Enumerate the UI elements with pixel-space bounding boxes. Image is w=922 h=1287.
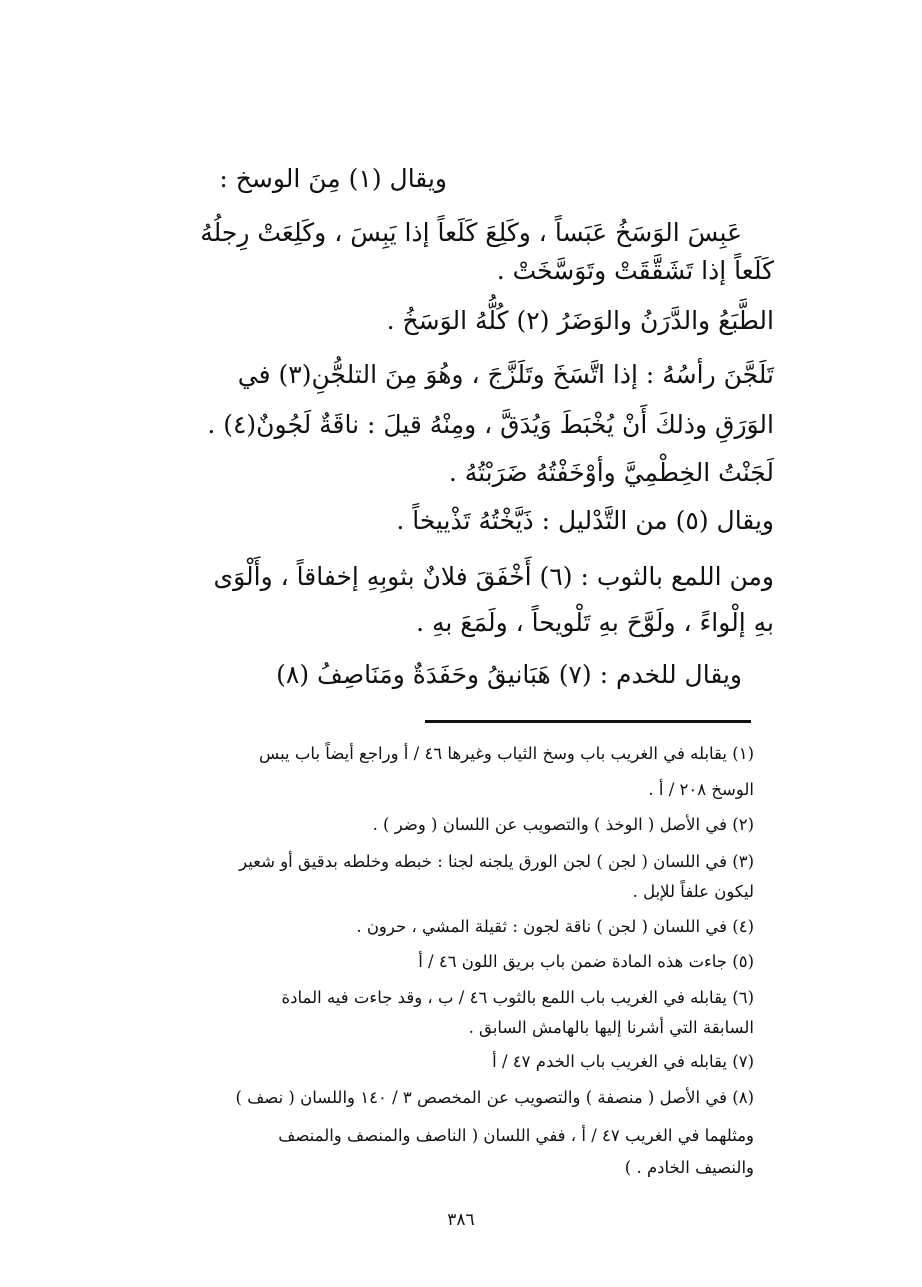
footnote-line: السابقة التي أشرنا إليها بالهامش السابق . bbox=[468, 1018, 754, 1037]
footnote-line: (٤) في اللسان ( لجن ) ناقة لجون : ثقيلة المشي ، حرون . bbox=[356, 917, 754, 936]
body-line: ومن اللمع بالثوب : (٦) أَخْفَقَ فلانٌ بثوبِهِ إخفاقاً ، وأَلْوَى bbox=[213, 562, 774, 591]
footnote-line: (١) يقابله في الغريب باب وسخ الثياب وغيرها ٤٦ / أ وراجع أيضاً باب يبس bbox=[259, 744, 754, 763]
body-line: الطَّبَعُ والدَّرَنُ والوَضَرُ (٢) كُلُّهُ الوَسَخُ . bbox=[386, 306, 774, 335]
footnote-line: (٧) يقابله في الغريب باب الخدم ٤٧ / أ bbox=[492, 1052, 754, 1071]
footnote-separator bbox=[425, 720, 751, 723]
body-line: ويقال (٥) من التَّدْليل : ذَيَّخْتُهُ تَذْييخاً . bbox=[396, 506, 774, 535]
footnote-line: الوسخ ٢٠٨ / أ . bbox=[648, 780, 754, 799]
footnote-line: (٨) في الأصل ( منصفة ) والتصويب عن المخصص ٣ / ١٤٠ واللسان ( نصف ) bbox=[235, 1088, 754, 1107]
body-line: عَبِسَ الوَسَخُ عَبَساً ، وكَلِعَ كَلَعاً إذا يَبِسَ ، وكَلِعَتْ رِجلُهُ bbox=[200, 218, 742, 247]
footnote-line: (٢) في الأصل ( الوخذ ) والتصويب عن اللسان ( وضر ) . bbox=[372, 815, 754, 834]
page-number: ٣٨٦ bbox=[447, 1210, 475, 1230]
footnote-line: والنصيف الخادم . ) bbox=[624, 1158, 754, 1177]
body-line: لَجَنْتُ الخِطْمِيَّ وأوْخَفْتُهُ ضَرَبْتُهُ . bbox=[448, 458, 774, 487]
body-line: كَلَعاً إذا تَشَقَّقَتْ وتَوَسَّخَتْ . bbox=[496, 256, 774, 285]
footnote-line: ومثلهما في الغريب ٤٧ / أ ، ففي اللسان ( الناصف والمنصف والمنصف bbox=[278, 1126, 754, 1145]
body-line: ويقال (١) مِنَ الوسخ : bbox=[219, 164, 447, 193]
footnote-line: (٥) جاءت هذه المادة ضمن باب بريق اللون ٤٦ / أ bbox=[418, 952, 754, 971]
body-line: بهِ إلْواءً ، ولَوَّحَ بهِ تَلْويحاً ، ولَمَعَ بهِ . bbox=[416, 608, 774, 637]
body-line: الوَرَقِ وذلكَ أَنْ يُخْبَطَ وَيُدَقَّ ، ومِنْهُ قيلَ : ناقَةٌ لَجُونٌ(٤) . bbox=[207, 410, 774, 439]
footnote-line: ليكون علفاً للإبل . bbox=[632, 882, 754, 901]
body-line: تَلَجَّنَ رأسُهُ : إذا اتَّسَخَ وتَلَزَّجَ ، وهُوَ مِنَ التلجُّنِ(٣) في bbox=[237, 360, 774, 389]
body-line: ويقال للخدم : (٧) هَبَانيقُ وحَفَدَةٌ ومَنَاصِفُ (٨) bbox=[276, 660, 742, 689]
footnote-line: (٦) يقابله في الغريب باب اللمع بالثوب ٤٦ / ب ، وقد جاءت فيه المادة bbox=[281, 988, 754, 1007]
footnote-line: (٣) في اللسان ( لجن ) لجن الورق يلجنه لجنا : خبطه وخلطه بدقيق أو شعير bbox=[239, 852, 754, 871]
